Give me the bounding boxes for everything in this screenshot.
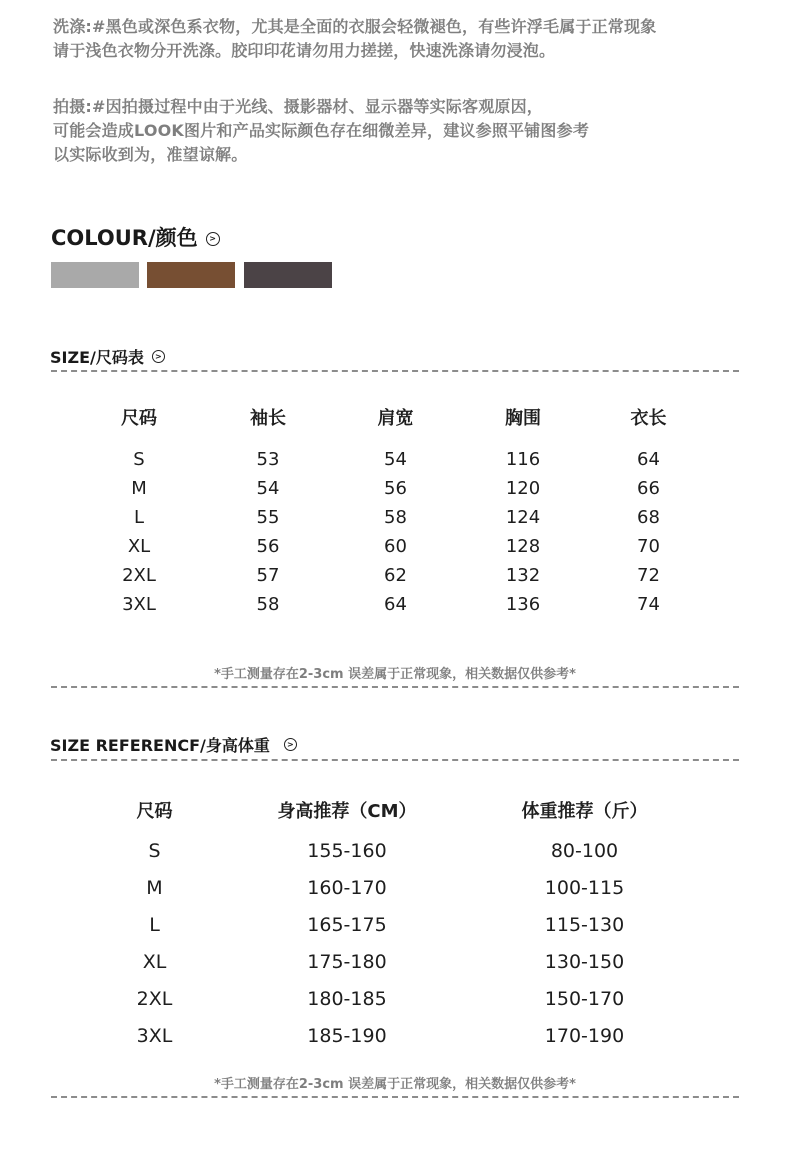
- ref-title: SIZE REFERENCF/身高体重: [50, 736, 270, 755]
- table-cell: 62: [384, 565, 407, 586]
- table-row: [62, 832, 722, 869]
- table-cell: 54: [256, 478, 280, 499]
- colour-title: COLOUR/颜色: [51, 226, 198, 250]
- table-cell: 175-180: [307, 950, 387, 973]
- table-cell: 124: [505, 507, 541, 528]
- wash-note: [53, 15, 753, 63]
- table-row: [62, 869, 722, 906]
- table-cell: 55: [256, 507, 280, 528]
- table-cell: 74: [637, 594, 660, 615]
- header-cell: 身高推荐（CM）: [277, 801, 417, 822]
- table-cell: 120: [505, 478, 541, 499]
- table-cell: S: [133, 449, 145, 470]
- table-cell: 64: [384, 594, 407, 615]
- header-cell: 胸围: [505, 408, 541, 429]
- wash-note-line: 请于浅色衣物分开洗涤。胶印印花请勿用力搓搓，快速洗涤请勿浸泡。: [53, 41, 556, 60]
- table-cell: 58: [256, 594, 280, 615]
- divider: [51, 686, 739, 688]
- ref-footnote: *手工测量存在2-3cm 误差属于正常现象，相关数据仅供参考*: [214, 1077, 576, 1092]
- table-cell: 72: [637, 565, 660, 586]
- table-row: [72, 503, 712, 532]
- table-cell: 128: [505, 536, 541, 557]
- header-cell: 肩宽: [377, 408, 414, 429]
- photo-note-line: 以实际收到为，准望谅解。: [53, 145, 248, 164]
- table-cell: 170-190: [544, 1024, 625, 1047]
- size-footnote: *手工测量存在2-3cm 误差属于正常现象，相关数据仅供参考*: [214, 667, 576, 682]
- table-cell: L: [149, 913, 160, 936]
- table-cell: 57: [256, 565, 280, 586]
- table-row: [72, 590, 712, 619]
- table-cell: 130-150: [544, 950, 625, 973]
- size-table: [72, 402, 712, 619]
- table-cell: 3XL: [136, 1024, 173, 1047]
- table-cell: 2XL: [136, 987, 173, 1010]
- header-cell: 尺码: [136, 801, 173, 822]
- table-cell: XL: [142, 950, 167, 973]
- colour-swatch-charcoal[interactable]: [244, 262, 332, 288]
- circled-arrow-icon: >: [152, 350, 165, 363]
- table-cell: 53: [256, 449, 280, 470]
- colour-swatch-grey[interactable]: [51, 262, 139, 288]
- table-cell: 136: [505, 594, 541, 615]
- table-cell: 70: [637, 536, 660, 557]
- table-row: [72, 445, 712, 474]
- table-cell: 56: [256, 536, 280, 557]
- table-cell: 64: [637, 449, 660, 470]
- divider: [51, 759, 739, 761]
- circled-arrow-icon: >: [284, 738, 297, 751]
- table-cell: 180-185: [307, 987, 387, 1010]
- table-cell: 80-100: [550, 839, 619, 862]
- colour-heading: [51, 222, 220, 252]
- table-cell: 60: [384, 536, 407, 557]
- header-cell: 衣长: [630, 408, 667, 429]
- table-cell: 115-130: [544, 913, 625, 936]
- table-cell: 160-170: [307, 876, 387, 899]
- table-row: [62, 943, 722, 980]
- table-cell: 66: [637, 478, 660, 499]
- photo-note-line: 拍摄:#因拍摄过程中由于光线、摄影器材、显示器等实际客观原因，: [53, 97, 544, 116]
- size-title: SIZE/尺码表: [50, 348, 144, 367]
- table-cell: 58: [384, 507, 407, 528]
- table-row: [62, 980, 722, 1017]
- table-row: [62, 906, 722, 943]
- table-cell: XL: [127, 536, 151, 557]
- circled-arrow-icon: >: [206, 232, 220, 246]
- table-row: [72, 532, 712, 561]
- table-cell: 100-115: [544, 876, 625, 899]
- divider: [51, 1096, 739, 1098]
- table-row: [72, 561, 712, 590]
- colour-swatch-brown[interactable]: [147, 262, 235, 288]
- header-cell: 尺码: [121, 408, 157, 429]
- table-cell: 116: [505, 449, 541, 470]
- table-cell: 56: [384, 478, 407, 499]
- ref-table: [62, 794, 722, 1054]
- photo-note: [53, 95, 753, 167]
- header-cell: 袖长: [250, 408, 286, 429]
- table-cell: 3XL: [122, 594, 156, 615]
- size-heading: [50, 345, 165, 368]
- header-cell: 体重推荐（斤）: [521, 801, 648, 822]
- table-cell: 132: [505, 565, 541, 586]
- table-cell: 68: [637, 507, 660, 528]
- table-cell: 2XL: [122, 565, 156, 586]
- ref-heading: [50, 733, 297, 756]
- wash-note-line: 洗涤:#黑色或深色系衣物，尤其是全面的衣服会轻微褪色，有些许浮毛属于正常现象: [53, 17, 657, 36]
- divider: [51, 370, 739, 372]
- table-cell: L: [133, 507, 145, 528]
- table-cell: M: [146, 876, 163, 899]
- table-cell: 150-170: [544, 987, 625, 1010]
- table-cell: S: [148, 839, 161, 862]
- table-row: [72, 474, 712, 503]
- table-cell: M: [131, 478, 147, 499]
- table-row: [62, 1017, 722, 1054]
- table-cell: 185-190: [307, 1024, 387, 1047]
- table-cell: 155-160: [307, 839, 387, 862]
- table-cell: 54: [384, 449, 407, 470]
- photo-note-line: 可能会造成LOOK图片和产品实际颜色存在细微差异，建议参照平铺图参考: [53, 121, 590, 140]
- table-cell: 165-175: [307, 913, 387, 936]
